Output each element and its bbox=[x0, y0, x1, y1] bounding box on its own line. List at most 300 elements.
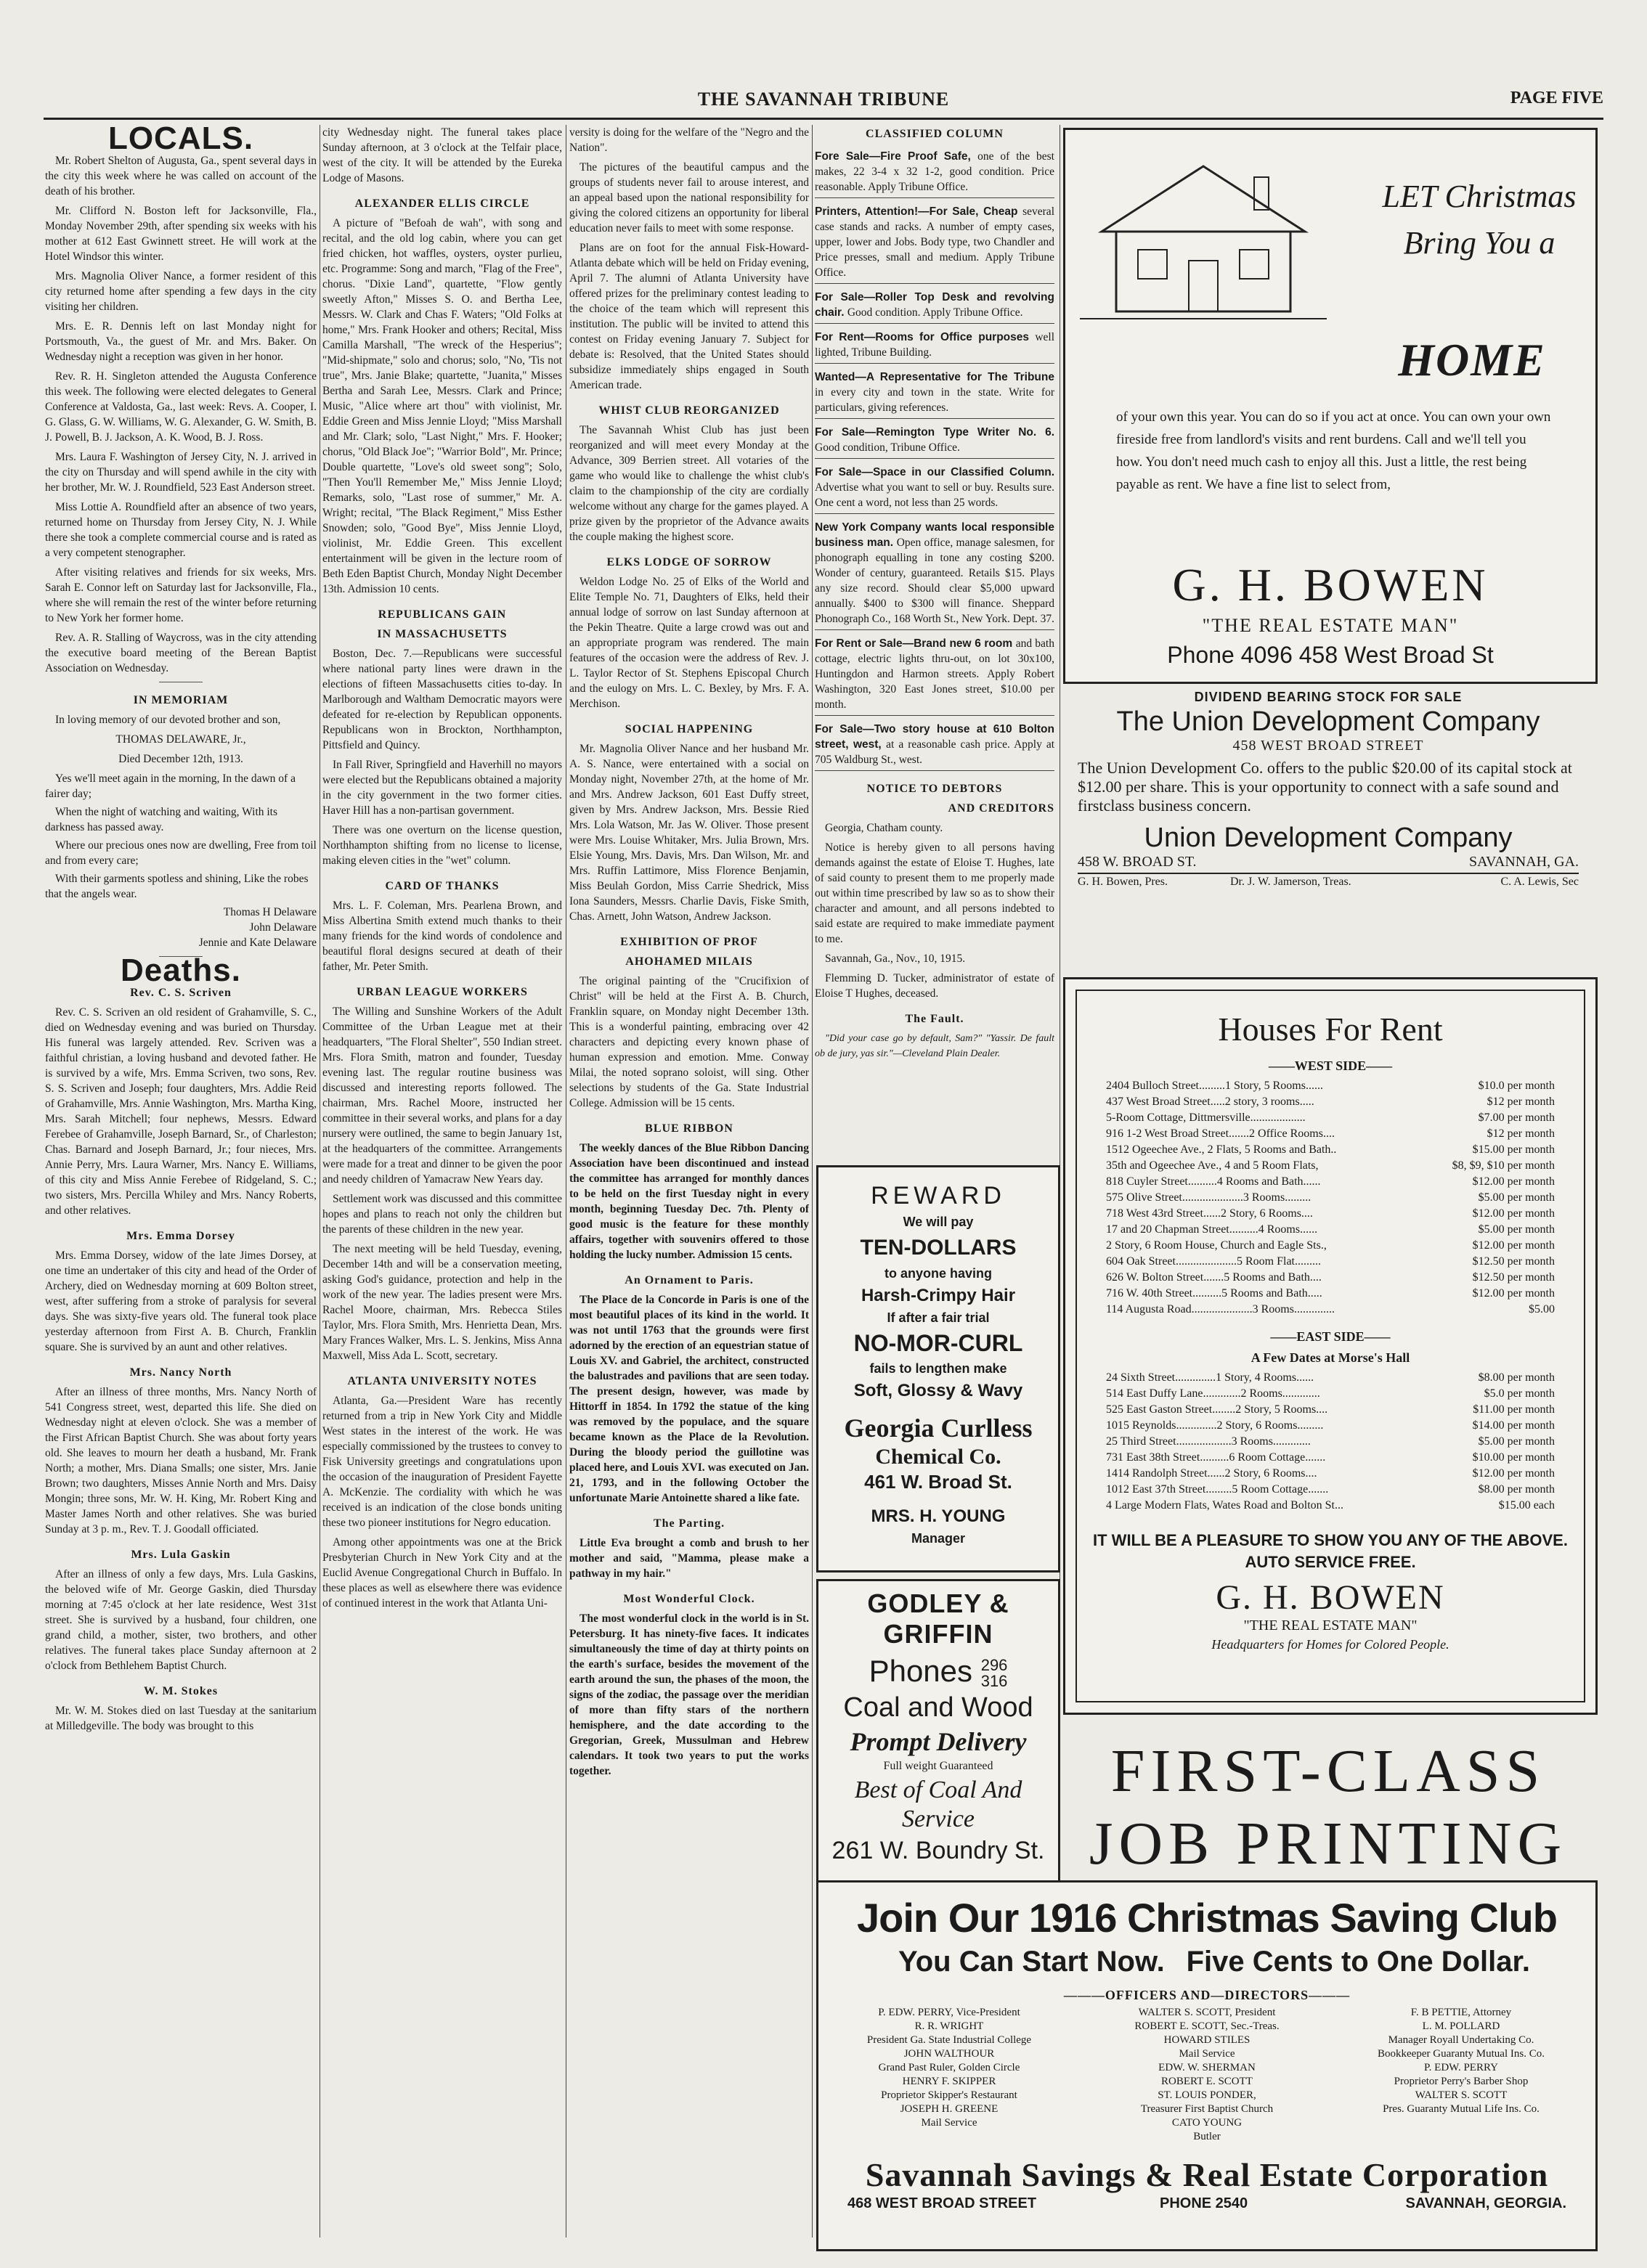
notice-text: Flemming D. Tucker, administrator of estate of Eloise T Hughes, deceased. bbox=[815, 972, 1054, 1000]
officer-line: WALTER S. SCOTT, President bbox=[1138, 2007, 1276, 2018]
rental-row bbox=[1106, 1467, 1555, 1483]
rental-property: 24 Sixth Street..............1 Story, 4 Rooms...... bbox=[1106, 1371, 1314, 1384]
rental-row bbox=[1106, 1499, 1555, 1515]
classified-body: Good condition, Tribune Office. bbox=[815, 441, 960, 454]
officer-line: ROBERT E. SCOTT, Sec.-Treas. bbox=[1134, 2020, 1280, 2032]
godley-product: Coal and Wood bbox=[843, 1692, 1033, 1723]
article-text: city Wednesday night. The funeral takes place Sunday afternoon, at 3 o'clock at the Telfair place, west of the city. It will be attended by the Eureka Lodge of Masons. bbox=[322, 126, 562, 184]
rental-property: 525 East Gaston Street........2 Story, 5 Rooms.... bbox=[1106, 1403, 1328, 1416]
rental-property: 718 West 43rd Street......2 Story, 6 Rooms.... bbox=[1106, 1207, 1313, 1220]
savings-start: You Can Start Now. bbox=[898, 1946, 1165, 1978]
obit-heading: Mrs. Nancy North bbox=[129, 1366, 232, 1379]
deaths-heading: Deaths. bbox=[121, 953, 241, 988]
phone-number: 316 bbox=[980, 1671, 1008, 1690]
job-line-1: FIRST-CLASS bbox=[1110, 1737, 1546, 1805]
fault-heading: The Fault. bbox=[905, 1013, 964, 1025]
rental-price: $8.00 per month bbox=[1478, 1483, 1555, 1496]
rental-row bbox=[1106, 1191, 1555, 1207]
savings-title: Join Our 1916 Christmas Saving Club bbox=[857, 1895, 1557, 1941]
classified-head: For Sale—Roller Top Desk and revolving chair. bbox=[815, 291, 1054, 319]
officers-column bbox=[1098, 2006, 1316, 2144]
rental-property: 437 West Broad Street.....2 story, 3 rooms..... bbox=[1106, 1096, 1314, 1108]
local-item: Rev. R. H. Singleton attended the Augusta Conference this week. The following were elected delegates to General Conference at Valdosta, Ga., last week: Revs. A. Cooper, I. G. Glass, G. W. Williams, W. G. Alexander, G. W. Smith, B. J. Powell, B. J. Jackson, A. K. Wood, B. J. Ross. bbox=[45, 370, 317, 444]
obit-text: After an illness of three months, Mrs. Nancy North of 541 Congress street, west, departed this life. She died on Wednesday night at eleven o'clock. She was a member of the First African Baptist Church. She was about forty years old. She leaves to mourn her death a husband, Mr. Frank North; a mother, Mrs. Diana Smalls; one sister, Mrs. Janie Brown; two daughters, Misses Annie North and Mrs. Daisy Mongin; three sons, Mr. W. H. King, Mr. Robert King and Master James North and other relatives. She was buried Sunday at 3 p. m., Rev. T. J. Goodall officiated. bbox=[45, 1386, 317, 1535]
reward-company: Chemical Co. bbox=[875, 1445, 1001, 1469]
article-heading: URBAN LEAGUE WORKERS bbox=[357, 986, 528, 998]
rental-row bbox=[1106, 1435, 1555, 1451]
rental-property: 1012 East 37th Street.........5 Room Cottage....... bbox=[1106, 1483, 1329, 1496]
local-item: Mrs. Laura F. Washington of Jersey City, N. J. arrived in the city on Thursday and will spend awhile in the city with her brother, Mr. W. J. Roundfield, 523 East Anderson street. bbox=[45, 451, 317, 494]
officer-line: ST. LOUIS PONDER, bbox=[1158, 2089, 1256, 2101]
poem-line: With their garments spotless and shining, Like the robes that the angels wear. bbox=[45, 873, 309, 900]
notice-body bbox=[815, 820, 1054, 1001]
article-heading: An Ornament to Paris. bbox=[625, 1274, 754, 1286]
rental-price: $5.00 per month bbox=[1478, 1435, 1555, 1448]
rental-property: 17 and 20 Chapman Street..........4 Rooms...... bbox=[1106, 1223, 1318, 1236]
union-secretary: C. A. Lewis, Sec bbox=[1500, 876, 1579, 888]
rental-price: $12.00 per month bbox=[1472, 1175, 1555, 1188]
officer-line: ROBERT E. SCOTT bbox=[1161, 2076, 1253, 2087]
reward-line: to anyone having bbox=[884, 1266, 993, 1281]
let-christmas-tagline: LET Christmas Bring You a bbox=[1382, 179, 1577, 261]
reward-manager: MRS. H. YOUNG bbox=[871, 1506, 1006, 1526]
classified-item bbox=[815, 633, 1054, 716]
rental-property: 5-Room Cottage, Dittmersville................... bbox=[1106, 1111, 1306, 1124]
obit-text: Rev. C. S. Scriven an old resident of Grahamville, S. C., died on Wednesday evening and was buried on Thursday. His funeral was largely attended. Rev. Scriven was a faithful christian, a loving husband and devoted father. He is survived by a wife, Mrs. Emma Scriven, two sons, Rev. S. S. Scriven and Joseph; four daughters, Mrs. Addie Reid of Grahamville, Mrs. Annie Washington, Mrs. Martha King, Mrs. Sarah Mitchell; four nephews, Messrs. Edward Ferebee of Grahamville, Joseph Barnard, Sr., of Charleston; Chas. Barnard and Joseph Barnard, Jr.; four nieces, Mrs. Annie Perry, Mrs. Laura Warner, Mrs. Nancy E. Williams, of this city and Miss Annie Ferebee of Ridgeland, S. C.; two sisters, Mrs. Percilla Whiley and Mrs. Nancy Roberts, and other relatives. bbox=[45, 1006, 317, 1217]
bowen-name: G. H. BOWEN bbox=[1172, 559, 1489, 611]
local-item: Rev. A. R. Stalling of Waycross, was in the city attending the executive board meeting of the Berean Baptist Association on Wednesday. bbox=[45, 632, 317, 674]
article-text: Among other appointments was one at the Brick Presbyterian Church in New York City and at the Euclid Avenue Congregational Church in Buffalo. In these places as well as elsewhere there was evidence of continued interest in the work that Atlanta Uni- bbox=[322, 1536, 562, 1610]
newspaper-title: THE SAVANNAH TRIBUNE bbox=[697, 89, 950, 110]
article-text: The next meeting will be held Tuesday, evening, December 14th and will be a conservation meeting, asking God's guidance, protection and help in the work of the new year. The ladies present were Mrs. Rachel Moore, chairman, Mrs. Rebecca Stiles Taylor, Mrs. Flora Smith, Mrs. Henrietta Dean, Mrs. Mary Frances Walker, Mrs. L. S. Jenkins, Miss Anna Maxwell, Miss Ada L. Scott, secretary. bbox=[322, 1243, 562, 1362]
rental-price: $12.00 per month bbox=[1472, 1467, 1555, 1480]
officers-column bbox=[1352, 2006, 1570, 2116]
union-city: SAVANNAH, GA. bbox=[1469, 854, 1579, 870]
godley-phones bbox=[818, 1654, 1058, 1689]
article-text: Weldon Lodge No. 25 of Elks of the World and Elite Temple No. 71, Daughters of Elks, held their annual lodge of sorrow on last Sunday afternoon at the Pekin Theatre. Quite a large crowd was out and an appropriate program was rendered. The main features of the occasion were the address of Rev. J. L. Taylor Rector of St. Stephens Episcopal Church and the eulogy on Mrs. L. C. Bexley, by Mrs. F. A. Merchison. bbox=[569, 576, 809, 710]
rental-price: $11.00 per month bbox=[1473, 1403, 1555, 1416]
officer-line: Bookkeeper Guaranty Mutual Ins. Co. bbox=[1378, 2048, 1545, 2060]
rental-row bbox=[1106, 1255, 1555, 1271]
article-text: The weekly dances of the Blue Ribbon Dancing Association have been discontinued and instead the committee has arranged for monthly dances to be held on the first Tuesday night in every month, beginning Tuesday Dec. 7th. Plenty of good music is the feature for these monthly affairs, together with souvenirs offered to those holding the lucky number. Admission 15 cents. bbox=[569, 1142, 809, 1261]
poem-line: Yes we'll meet again in the morning, In the dawn of a fairer day; bbox=[45, 772, 296, 800]
notice-text: Notice is hereby given to all persons having demands against the estate of Eloise T. Hughes, late of said county to present them to me properly made out within time prescribed by law so as to show their character and amount, and all persons indebted to said estate are required to make immediate payment to me. bbox=[815, 841, 1054, 945]
houses-title: Houses For Rent bbox=[1218, 1011, 1443, 1048]
classified-body: one of the best makes, 22 3-4 x 32 1-2, good condition. Price reasonable. Apply Tribune Office. bbox=[815, 150, 1054, 193]
article-subheading: AHOHAMED MILAIS bbox=[625, 955, 753, 968]
article-text: versity is doing for the welfare of the "Negro and the Nation". bbox=[569, 126, 809, 154]
reward-manager-title: Manager bbox=[911, 1531, 966, 1546]
rental-row bbox=[1106, 1111, 1555, 1127]
notice-subheading: AND CREDITORS bbox=[948, 802, 1054, 815]
article-text: Boston, Dec. 7.—Republicans were successful where national party lines were drawn in the elections of fifteen Massachusetts cities to-day. In Marlborough and Waltham Democratic mayors were defeated for re-election by Republican opponents. Republicans won in Brockton, Northhampton, Pittsfield and Quincy. bbox=[322, 648, 562, 751]
classified-head: For Sale—Remington Type Writer No. 6. bbox=[815, 426, 1054, 438]
classified-head: For Sale—Two story house at 610 Bolton street, west, bbox=[815, 723, 1054, 751]
article-text: Atlanta, Ga.—President Ware has recently returned from a trip in New York City and Middle West states in the interest of the work. He was especially commissioned by the trustees to convey to Fisk University greetings and congratulations upon the occasion of the inauguration of President Fayette A. McKenzie. The cordiality with which he was received is an indication of the close bonds uniting these two pioneer institutions for Negro education. bbox=[322, 1395, 562, 1529]
obit-heading: Rev. C. S. Scriven bbox=[130, 987, 232, 999]
rental-property: 716 W. 40th Street..........5 Rooms and Bath..... bbox=[1106, 1287, 1322, 1300]
bowen-name: G. H. BOWEN bbox=[1216, 1578, 1445, 1617]
article-body bbox=[322, 646, 562, 868]
union-treasurer: Dr. J. W. Jamerson, Treas. bbox=[1230, 876, 1351, 888]
article-text: Settlement work was discussed and this committee hopes and plans to reach not only the children but the parents of these children in the new year. bbox=[322, 1193, 562, 1236]
rental-price: $12.00 per month bbox=[1472, 1287, 1555, 1300]
classified-item bbox=[815, 517, 1054, 630]
officer-line: HENRY F. SKIPPER bbox=[902, 2076, 996, 2087]
rental-property: 626 W. Bolton Street.......5 Rooms and Bath.... bbox=[1106, 1271, 1322, 1284]
bowen-headquarters: Headquarters for Homes for Colored People. bbox=[1211, 1637, 1449, 1652]
obit-text: Mrs. Emma Dorsey, widow of the late Jimes Dorsey, at one time an undertaker of this city and head of the Order of Archery, died on Wednesday morning at 609 Bolton street, west, after suffering from a stroke of paralysis for several days. She was sixty-five years old. The funeral took place yesterday afternoon from First A. B. Church, Franklin square. She is survived by an aunt and other relatives. bbox=[45, 1249, 317, 1353]
officer-line: JOHN WALTHOUR bbox=[903, 2048, 995, 2060]
union-development-ad bbox=[1063, 690, 1593, 980]
classified-head: For Rent or Sale—Brand new 6 room bbox=[815, 637, 1016, 650]
classified-item bbox=[815, 367, 1054, 419]
memoriam-died: Died December 12th, 1913. bbox=[118, 753, 243, 765]
godley-best: Best of Coal And Service bbox=[854, 1776, 1022, 1832]
rental-price: $5.00 per month bbox=[1478, 1223, 1555, 1236]
notice-text: Savannah, Ga., Nov., 10, 1915. bbox=[825, 953, 966, 965]
reward-amount: TEN-DOLLARS bbox=[860, 1236, 1017, 1260]
phone-number: 296 bbox=[980, 1655, 1008, 1674]
article-heading: SOCIAL HAPPENING bbox=[625, 723, 754, 735]
union-street: 458 W. BROAD ST. bbox=[1078, 854, 1197, 870]
savings-company: Savannah Savings & Real Estate Corporation bbox=[865, 2156, 1549, 2193]
obit-heading: Mrs. Emma Dorsey bbox=[126, 1230, 235, 1242]
classified-head: Fore Sale—Fire Proof Safe, bbox=[815, 150, 978, 163]
union-company-name: The Union Development Company bbox=[1116, 706, 1540, 737]
article-heading: REPUBLICANS GAIN bbox=[378, 608, 507, 621]
obit-text: After an illness of only a few days, Mrs. Lula Gaskins, the beloved wife of Mr. George Gaskin, died Thursday morning at 7:45 o'clock at her late residence, West 31st street. She is survived by a husband, four children, one grand child, a mother, sister, two brothers, and other relatives. The funeral takes place Sunday afternoon at 2 o'clock from Bethlehem Baptist Church. bbox=[45, 1568, 317, 1672]
reward-line: We will pay bbox=[903, 1215, 974, 1229]
obit-heading: W. M. Stokes bbox=[143, 1685, 219, 1697]
savings-club-ad bbox=[816, 1880, 1598, 2251]
article-heading: Most Wonderful Clock. bbox=[623, 1593, 755, 1605]
union-body: The Union Development Co. offers to the public $20.00 of its capital stock at $12.00 per share. This is your opportunity to connect with a safe sound and firstclass business concern. bbox=[1078, 759, 1572, 815]
article-body bbox=[322, 1393, 562, 1611]
rental-price: $12 per month bbox=[1487, 1096, 1555, 1108]
classified-head: For Sale—Space in our Classified Column. bbox=[815, 466, 1054, 478]
page-number: PAGE FIVE bbox=[1510, 89, 1603, 107]
article-text: The most wonderful clock in the world is in St. Petersburg. It has ninety-five faces. It indicates simultaneously the time of day at thirty points on the earth's surface, besides the movement of the earth around the sun, the phases of the moon, the signs of the zodiac, the passage over the meridian of more than fifty stars of the northern hemisphere, and the date according to the Gregorian, Greek, Mussulman and Hebrew calendars. It took two years to put the works together. bbox=[569, 1612, 809, 1777]
rental-row bbox=[1106, 1239, 1555, 1255]
reward-line: fails to lengthen make bbox=[869, 1361, 1007, 1376]
article-heading: ATLANTA UNIVERSITY NOTES bbox=[347, 1375, 537, 1387]
classified-item bbox=[815, 462, 1054, 514]
local-item: Mr. Clifford N. Boston left for Jacksonville, Fla., Monday November 29th, after spending six weeks with his mother at 612 East Gwinnett street. He will work at the Hotel Windsor this winter. bbox=[45, 205, 317, 263]
let-ad-body: of your own this year. You can do so if you act at once. You can own your own fireside free from landlord's visits and rent burdens. Call and we'll tell you how. You don't need much cash to enjoy all this. Just a little, the rest being payable as rent. We have a fine list to select from, bbox=[1116, 409, 1551, 492]
rental-row bbox=[1106, 1483, 1555, 1499]
article-text: There was one overturn on the license question, Northhampton shifting from no license to license, making eleven cities in the "wet" column. bbox=[322, 824, 562, 867]
savings-city: SAVANNAH, GEORGIA. bbox=[1405, 2195, 1566, 2211]
rental-property: 25 Third Street...................3 Rooms............. bbox=[1106, 1435, 1311, 1448]
officer-line: Mail Service bbox=[1179, 2048, 1235, 2060]
rental-row bbox=[1106, 1303, 1555, 1319]
classified-body: at a reasonable cash price. Apply at 705 Waldburg St., west. bbox=[815, 738, 1054, 766]
rental-row bbox=[1106, 1143, 1555, 1159]
west-side-list bbox=[1077, 1080, 1584, 1319]
officers-grid bbox=[818, 2003, 1595, 2155]
article-body bbox=[569, 160, 809, 393]
classified-heading: CLASSIFIED COLUMN bbox=[866, 128, 1004, 140]
classified-body: and bath cottage, electric lights thru-out, on lot 30x100, Huntingdon and Harmon streets. Apply Robert Washington, 320 East Jones street, $10.00 per month. bbox=[815, 637, 1054, 711]
reward-company: Georgia Curlless bbox=[844, 1414, 1033, 1443]
rental-row bbox=[1106, 1271, 1555, 1287]
classified-body: Advertise what you want to sell or buy. Results sure. One cent a word, not less than 25 words. bbox=[815, 481, 1054, 509]
officer-line: EDW. W. SHERMAN bbox=[1158, 2062, 1256, 2073]
article-text: The Savannah Whist Club has just been reorganized and will meet every Monday at the Advance, 309 Berrien street. All votaries of the game who would like to challenge the whist club's claim to the championship of the city are cordially welcome without any charge for the games played. A prize given by the proprietor of the Advance awaits the couple making the highest score. bbox=[569, 424, 809, 543]
officer-line: HOWARD STILES bbox=[1163, 2034, 1250, 2046]
bowen-phone: Phone 4096 458 West Broad St bbox=[1167, 642, 1494, 668]
job-printing-ad bbox=[1063, 1735, 1593, 1880]
classified-item bbox=[815, 719, 1054, 771]
signature-line: Jennie and Kate Delaware bbox=[198, 937, 317, 949]
officer-line: Pres. Guaranty Mutual Life Ins. Co. bbox=[1383, 2103, 1540, 2115]
classified-body: in every city and town in the state. Write for particulars, giving references. bbox=[815, 386, 1054, 414]
rental-price: $12.00 per month bbox=[1472, 1239, 1555, 1252]
officer-line: Manager Royall Undertaking Co. bbox=[1388, 2034, 1534, 2046]
union-officers-row bbox=[1078, 873, 1579, 892]
union-company-name-2: Union Development Company bbox=[1144, 823, 1513, 853]
classified-head: New York Company wants local responsible business man. bbox=[815, 521, 1054, 549]
officer-line: Grand Past Ruler, Golden Circle bbox=[878, 2062, 1020, 2073]
reward-result: Soft, Glossy & Wavy bbox=[853, 1381, 1023, 1400]
article-text: The pictures of the beautiful campus and the groups of students never fail to arouse interest, and an appeal based upon the national responsibility for giving the colored citizens an opportunity for liberal education never fails to meet with some response. bbox=[569, 161, 809, 234]
officers-heading: ———OFFICERS AND—DIRECTORS——— bbox=[1063, 1988, 1351, 2002]
rental-property: 114 Augusta Road.....................3 Rooms.............. bbox=[1106, 1303, 1335, 1315]
article-heading: WHIST CLUB REORGANIZED bbox=[598, 404, 780, 417]
article-heading: CARD OF THANKS bbox=[385, 880, 500, 892]
officer-line: Proprietor Perry's Barber Shop bbox=[1394, 2076, 1529, 2087]
rental-property: 1015 Reynolds..............2 Story, 6 Rooms......... bbox=[1106, 1419, 1324, 1432]
notice-text: Georgia, Chatham county. bbox=[825, 822, 943, 834]
officer-line: President Ga. State Industrial College bbox=[866, 2034, 1032, 2046]
east-side-list bbox=[1077, 1371, 1584, 1515]
reward-title: REWARD bbox=[871, 1182, 1006, 1210]
rental-property: 1414 Randolph Street......2 Story, 6 Rooms.... bbox=[1106, 1467, 1317, 1480]
reward-hair: Harsh-Crimpy Hair bbox=[861, 1286, 1016, 1305]
memoriam-intro: In loving memory of our devoted brother and son, bbox=[55, 714, 281, 726]
reward-product: NO-MOR-CURL bbox=[853, 1330, 1023, 1356]
rental-property: 818 Cuyler Street..........4 Rooms and Bath...... bbox=[1106, 1175, 1321, 1188]
classified-item bbox=[815, 327, 1054, 364]
rental-price: $5.0 per month bbox=[1484, 1387, 1555, 1400]
reward-line: If after a fair trial bbox=[887, 1310, 990, 1325]
rental-price: $12.50 per month bbox=[1472, 1271, 1555, 1284]
classified-body: well lighted, Tribune Building. bbox=[815, 331, 1054, 359]
rental-property: 916 1-2 West Broad Street.......2 Office Rooms.... bbox=[1106, 1127, 1335, 1140]
memoriam-signatures bbox=[45, 905, 317, 950]
phones-label: Phones bbox=[869, 1654, 973, 1688]
rental-row bbox=[1106, 1387, 1555, 1403]
local-item: Mrs. Magnolia Oliver Nance, a former resident of this city returned home after spending a few days in the city visiting her children. bbox=[45, 270, 317, 313]
bowen-slogan: "THE REAL ESTATE MAN" bbox=[1202, 615, 1459, 636]
rental-row bbox=[1106, 1419, 1555, 1435]
rental-price: $7.00 per month bbox=[1478, 1111, 1555, 1124]
rental-property: 1512 Ogeechee Ave., 2 Flats, 5 Rooms and Bath.. bbox=[1106, 1143, 1337, 1156]
houses-pleasure: IT WILL BE A PLEASURE TO SHOW YOU ANY OF THE ABOVE. AUTO SERVICE FREE. bbox=[1093, 1531, 1568, 1571]
page-header bbox=[44, 89, 1603, 120]
savings-phone: PHONE 2540 bbox=[1160, 2195, 1248, 2211]
union-stock-line: DIVIDEND BEARING STOCK FOR SALE bbox=[1194, 690, 1463, 704]
classified-item bbox=[815, 287, 1054, 324]
rental-row bbox=[1106, 1287, 1555, 1303]
rental-price: $10.0 per month bbox=[1478, 1080, 1555, 1092]
article-heading: EXHIBITION OF PROF bbox=[620, 936, 758, 948]
classified-list bbox=[815, 146, 1054, 771]
godley-name: GODLEY & GRIFFIN bbox=[867, 1588, 1009, 1649]
houses-inner-frame bbox=[1075, 990, 1585, 1702]
article-text: The original painting of the "Crucifixion of Christ" will be held at the First A. B. Church, Franklin square, on Monday night December 13th. This is a wonderful painting, embracing over 42 characters and depicting every known phase of human expression and emotion. Mme. Conway Milai, the noted soprano soloist, will sing. Other selections by students of the Ga. State Industrial College. Admission will be 15 cents. bbox=[569, 975, 809, 1109]
rental-row bbox=[1106, 1175, 1555, 1191]
article-subheading: IN MASSACHUSETTS bbox=[377, 628, 508, 640]
local-item: Miss Lottie A. Roundfield after an absence of two years, returned home on Thursday from Jersey City, N. J. While there she took a complete commercial course and is rated as a very competent stenographer. bbox=[45, 501, 317, 559]
column-2 bbox=[322, 125, 562, 2238]
rental-price: $12 per month bbox=[1487, 1127, 1555, 1140]
locals-list bbox=[45, 153, 317, 676]
classified-body: several case stands and racks. A number of empty cases, upper, lower and Jobs. Body type, two Chandler and Price presses, small and medium. Apply Tribune Office. bbox=[815, 205, 1054, 279]
signature-line: John Delaware bbox=[249, 921, 317, 934]
officer-line: P. EDW. PERRY, Vice-President bbox=[878, 2007, 1020, 2018]
rental-property: 2404 Bulloch Street.........1 Story, 5 Rooms...... bbox=[1106, 1080, 1323, 1092]
classified-head: Wanted—A Representative for The Tribune bbox=[815, 371, 1054, 383]
rental-price: $12.50 per month bbox=[1472, 1255, 1555, 1268]
savings-subtitle-row bbox=[818, 1941, 1595, 1985]
poem-line: Where our precious ones now are dwelling, Free from toil and from every care; bbox=[45, 839, 317, 867]
rental-price: $10.00 per month bbox=[1472, 1451, 1555, 1464]
house-illustration-icon bbox=[1080, 144, 1327, 326]
memoriam-heading: IN MEMORIAM bbox=[133, 694, 229, 706]
savings-footer bbox=[818, 2194, 1595, 2216]
rental-row bbox=[1106, 1096, 1555, 1111]
local-item: Mrs. E. R. Dennis left on last Monday night for Portsmouth, Va., the guest of Mr. and Mrs. Baker. On Wednesday night a reception was given in her honor. bbox=[45, 320, 317, 363]
classified-item bbox=[815, 422, 1054, 459]
classified-body: Open office, manage salesmen, for phonograph equalling in tone any costing $200. Wonder of century, guaranteed. Retails $15. Plays any size record. Should clear $5,000 upward annually. $400 to $300 will finance. Sheppard Phonograph Co., 168 Worth St., New York. Dept. 37. bbox=[815, 537, 1054, 625]
rental-row bbox=[1106, 1159, 1555, 1175]
article-heading: BLUE RIBBON bbox=[645, 1122, 733, 1135]
article-text: Little Eva brought a comb and brush to her mother and said, "Mamma, please make a pathway in my hair." bbox=[569, 1537, 809, 1580]
rental-row bbox=[1106, 1127, 1555, 1143]
godley-griffin-ad bbox=[816, 1579, 1060, 1925]
rental-row bbox=[1106, 1223, 1555, 1239]
bowen-slogan: "THE REAL ESTATE MAN" bbox=[1243, 1618, 1418, 1633]
home-tagline: HOME bbox=[1398, 334, 1546, 386]
notice-heading: NOTICE TO DEBTORS bbox=[866, 783, 1003, 795]
locals-heading: LOCALS. bbox=[107, 125, 254, 156]
officer-line: Treasurer First Baptist Church bbox=[1140, 2103, 1274, 2115]
houses-for-rent-ad bbox=[1063, 977, 1598, 1715]
rental-row bbox=[1106, 1451, 1555, 1467]
fault-text: "Did your case go by default, Sam?" "Yassir. De fault ob de jury, yas sir."—Cleveland Plain Dealer. bbox=[815, 1033, 1054, 1059]
job-line-2: JOB PRINTING bbox=[1089, 1810, 1568, 1877]
classified-item bbox=[815, 201, 1054, 284]
rental-property: 4 Large Modern Flats, Wates Road and Bolton St... bbox=[1106, 1499, 1343, 1512]
reward-ad bbox=[816, 1165, 1060, 1572]
union-address-row bbox=[1078, 854, 1579, 873]
obit-text: Mr. W. M. Stokes died on last Tuesday at the sanitarium at Milledgeville. The body was brought to this bbox=[45, 1705, 317, 1732]
article-heading: ALEXANDER ELLIS CIRCLE bbox=[354, 197, 530, 210]
rental-price: $12.00 per month bbox=[1472, 1207, 1555, 1220]
article-body bbox=[322, 1004, 562, 1363]
officer-line: CATO YOUNG bbox=[1171, 2117, 1243, 2129]
rental-row bbox=[1106, 1403, 1555, 1419]
rental-price: $14.00 per month bbox=[1472, 1419, 1555, 1432]
rental-price: $5.00 bbox=[1529, 1303, 1555, 1315]
local-item: Mr. Robert Shelton of Augusta, Ga., spent several days in the city this week where he was called on account of the death of his brother. bbox=[45, 155, 317, 197]
officer-line: P. EDW. PERRY bbox=[1424, 2062, 1498, 2073]
rental-property: 35th and Ogeechee Ave., 4 and 5 Room Flats, bbox=[1106, 1159, 1319, 1172]
poem-line: When the night of watching and waiting, With its darkness has passed away. bbox=[45, 806, 278, 833]
article-text: In Fall River, Springfield and Haverhill no mayors were elected but the Republicans obtained a majority in the city government in the two former cities. Haver Hill has a non-partisan government. bbox=[322, 759, 562, 817]
rental-property: 514 East Duffy Lane.............2 Rooms............. bbox=[1106, 1387, 1320, 1400]
godley-address: 261 W. Boundry St. bbox=[831, 1836, 1045, 1864]
east-side-label: ——EAST SIDE—— bbox=[1270, 1329, 1391, 1344]
article-text: Plans are on foot for the annual Fisk-Howard-Atlanta debate which will be held on Friday evening, April 7. The alumni of Atlanta University have offered prizes for the preliminary contest leading to the choice of the team which will represent this institution. The public will be invited to attend this contest on Friday evening January 7. Subject for debate is: Resolved, that the United States should subsidize immediately ships engaged in South American trade. bbox=[569, 242, 809, 391]
officer-line: Mail Service bbox=[921, 2117, 977, 2129]
west-side-label: ——WEST SIDE—— bbox=[1268, 1058, 1393, 1073]
officer-line: R. R. WRIGHT bbox=[914, 2020, 984, 2032]
article-text: Mr. Magnolia Oliver Nance and her husband Mr. A. S. Nance, were entertained with a social on Monday night, November 27th, at the home of Mr. and Mrs. Andrew Jackson, 601 East Duffy street, given by Mrs. Andrew Jackson, Mrs. Bessie Ried Mrs. Lola Watson, Mr. Jas W. Oliver. Those present were Mrs. Louise Whitaker, Mrs. Julia Brown, Mrs. Elsie Young, Mrs. Davis, Mrs. Dan Wilson, Mr. and Mrs. Ruffin Lattimore, Miss Florence Benjamin, Miss Beulah Gordon, Miss Carrie Shedrick, Miss Iona Saunders, Messrs. Charlie Davis, Fiske Smith, Chas. Arnett, John Watson, Andrew Jackson. bbox=[569, 743, 809, 923]
article-text: The Willing and Sunshine Workers of the Adult Committee of the Urban League met at their headquarters, "The Floral Shelter", 550 Indian street. Mrs. Flora Smith, matron and founder, Tuesday evening last. The regular routine business was discussed and interesting reports followed. The chairman, Mrs. Rachel Moore, instructed her committee in their several works, and plans for a day nursery were outlined, the same to begin January 1st, at the headquarters of the committee. Arrangements were made for a treat and dinner to be given the poor and needy children of Yamacraw New Years day. bbox=[322, 1005, 562, 1186]
signature-line: Thomas H Delaware bbox=[223, 906, 317, 918]
godley-weight: Full weight Guaranteed bbox=[883, 1759, 993, 1772]
rental-row bbox=[1106, 1080, 1555, 1096]
article-heading: ELKS LODGE OF SORROW bbox=[606, 556, 772, 568]
officers-column bbox=[840, 2006, 1058, 2130]
godley-delivery: Prompt Delivery bbox=[850, 1726, 1027, 1756]
rental-property: 731 East 38th Street..........6 Room Cottage....... bbox=[1106, 1451, 1326, 1464]
memoriam-name: THOMAS DELAWARE, Jr., bbox=[115, 733, 246, 746]
rental-price: $5.00 per month bbox=[1478, 1191, 1555, 1204]
rental-price: $15.00 each bbox=[1498, 1499, 1555, 1512]
column-1 bbox=[45, 125, 317, 2238]
obit-heading: Mrs. Lula Gaskin bbox=[131, 1549, 231, 1561]
rental-price: $15.00 per month bbox=[1472, 1143, 1555, 1156]
bowen-christmas-ad bbox=[1063, 128, 1598, 684]
memoriam-poem bbox=[45, 771, 317, 902]
classified-head: For Rent—Rooms for Office purposes bbox=[815, 331, 1036, 343]
officer-line: F. B PETTIE, Attorney bbox=[1410, 2007, 1512, 2018]
savings-range: Five Cents to One Dollar. bbox=[1186, 1946, 1530, 1978]
rental-property: 2 Story, 6 Room House, Church and Eagle Sts., bbox=[1106, 1239, 1327, 1252]
rental-price: $8.00 per month bbox=[1478, 1371, 1555, 1384]
rental-property: 604 Oak Street.....................5 Room Flat......... bbox=[1106, 1255, 1321, 1268]
reward-address: 461 W. Broad St. bbox=[864, 1471, 1012, 1493]
rental-price: $8, $9, $10 per month bbox=[1452, 1159, 1555, 1172]
savings-address: 468 WEST BROAD STREET bbox=[847, 2195, 1037, 2211]
classified-head: Printers, Attention!—For Sale, Cheap bbox=[815, 205, 1023, 218]
union-address: 458 WEST BROAD STREET bbox=[1232, 738, 1424, 754]
officer-line: JOSEPH H. GREENE bbox=[900, 2103, 999, 2115]
rental-property: 575 Olive Street.....................3 Rooms......... bbox=[1106, 1191, 1312, 1204]
classified-item bbox=[815, 146, 1054, 198]
union-president: G. H. Bowen, Pres. bbox=[1078, 876, 1168, 888]
column-4 bbox=[815, 125, 1054, 1156]
morse-hall-dates: A Few Dates at Morse's Hall bbox=[1250, 1350, 1410, 1365]
article-text: A picture of "Befoah de wah", with song and recital, and the old log cabin, where you can get fried chicken, hot waffles, oysters, oyster purlieu, etc. Programme: Song and march, "Flag of the Free", chorus. "Dixie Land", quartette, "Flow gently sweetly Afton," Misses S. O. and Bertha Lee, Messrs. W. Clark and Chas F. Waters; "Old Folks at home," Mrs. Frank Hooker and others; Recital, Miss Camilla Marshall, "The wreck of the Hesperius"; "Mid-shipmate," solo and chorus; solo, "No, 'Tis not true", Mrs. Janie Blake; quartette, "Juanita," Misses Bertha and Sarah Lee, Messrs. Clark and Prince; Music, "Alice where art thou" with violinist, Mr. Eddie Green and Miss Jennie Lloyd; "Miss Marshall and Mr. Clark; solo, "Last Night," Mrs. F. Hooker; chorus, "Old Black Joe"; "Warrior Bold", Mr. Prince; Double quartette, "Love's old sweet song"; Solo, "Then You'll Remember Me," Miss Jennie Lloyd; Remarks, solo, "Last rose of summer," Mr. A. Wright; recital, "The Black Regiment," Miss Esther Snowden; solo, "Good Bye", Miss Jennie Lloyd, violinist, Mr. Eddie Green. This excellent entertainment will be given in the lecture room of Beth Eden Baptist Church, Monday Night December 13th. Admission 10 cents. bbox=[322, 217, 562, 595]
article-heading: The Parting. bbox=[653, 1517, 725, 1530]
rental-row bbox=[1106, 1207, 1555, 1223]
officer-line: Proprietor Skipper's Restaurant bbox=[881, 2089, 1017, 2101]
article-text: The Place de la Concorde in Paris is one of the most beautiful places of its kind in the world. It was not until 1763 that the grounds were first adorned by the erection of an equestrian statue of Louis XV. and Gabriel, the architect, constructed the balustrades and pavilions that are seen today. The present design, however, was made by Hittorff in 1854. In 1792 the statue of the king was removed by the populace, and the square became known as the Place de la Revolution. During the bloody period the guillotine was placed here, and Louis XVI. was executed on Jan. 21, 1793, and in the following October the unfortunate Marie Antoinette shared a like fate. bbox=[569, 1294, 809, 1504]
officer-line: L. M. POLLARD bbox=[1422, 2020, 1500, 2032]
officer-line: WALTER S. SCOTT bbox=[1415, 2089, 1508, 2101]
local-item: After visiting relatives and friends for six weeks, Mrs. Sarah E. Connor left on Saturday last for Jacksonville, Fla., where she will remain the rest of the winter before returning to New York her former home. bbox=[45, 566, 317, 624]
classified-body: Good condition. Apply Tribune Office. bbox=[847, 306, 1023, 319]
officer-line: Butler bbox=[1193, 2131, 1221, 2142]
article-text: Mrs. L. F. Coleman, Mrs. Pearlena Brown, and Miss Albertina Smith extend much thanks to their many friends for the kind words of condolence and beautiful floral designs secured at death of their father, Mr. Peter Smith. bbox=[322, 900, 562, 973]
column-rule bbox=[812, 125, 813, 2238]
rental-row bbox=[1106, 1371, 1555, 1387]
